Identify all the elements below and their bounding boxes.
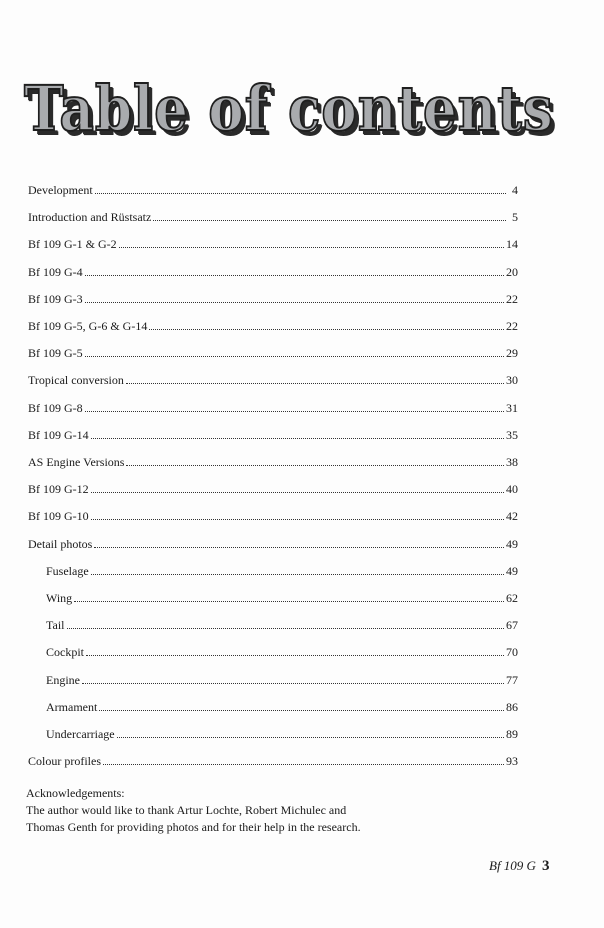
dot-leader [85,410,504,412]
toc-entry-label: Tail [46,618,65,633]
toc-entry [28,205,518,225]
toc-entry-label: Fuselage [46,563,89,578]
dot-leader [94,546,504,548]
toc-entry-label: Bf 109 G-14 [28,427,89,442]
dot-leader [82,682,504,684]
dot-leader [149,328,504,330]
toc-entry-label: Undercarriage [46,727,115,741]
toc-subentry [46,695,518,715]
dot-leader [119,246,504,248]
dot-leader [95,192,506,194]
toc-subentry [46,613,518,633]
toc-entry-label: Bf 109 G-8 [28,400,83,415]
toc-subentry [46,640,518,660]
toc-entry-page: 77 [506,672,518,687]
dot-leader [99,709,504,711]
dot-leader [91,437,504,439]
toc-entry [28,314,518,334]
toc-entry-page: 40 [506,482,518,497]
toc-entry-label: Tropical conversion [28,373,124,388]
footer-page-number: 3 [541,858,550,874]
acknowledgements-line-2: Thomas Genth for providing photos and for their help in the research. [26,820,361,834]
toc-entry-page: 5 [512,210,518,225]
dot-leader [85,274,504,276]
toc-entry-page: 70 [506,645,518,660]
dot-leader [91,491,504,493]
acknowledgements-heading: Acknowledgements: [26,786,125,800]
toc-entry-page: 49 [506,536,518,551]
dot-leader [85,355,504,357]
toc-entry [28,287,518,307]
toc-entry-label: Engine [46,672,80,687]
footer-book-title: Bf 109 G [489,858,536,873]
toc-entry-page: 38 [506,455,518,469]
toc-entry-label: Bf 109 G-10 [28,509,89,524]
toc-entry [28,396,518,416]
dot-leader [74,600,504,602]
toc-entry-page: 62 [506,591,518,605]
toc-entry-page: 4 [512,183,518,197]
toc-entry [28,178,518,198]
toc-entry-label: Cockpit [46,645,84,660]
toc-entry-label: Bf 109 G-3 [28,291,83,306]
toc-entry-label: Development [28,183,93,197]
toc-entry-page: 22 [506,291,518,306]
toc-entry-page: 93 [506,754,518,769]
page-title: Table of contents [24,72,554,145]
toc-entry [28,450,518,470]
toc-entry-label: Detail photos [28,536,93,551]
toc-entry-label: Bf 109 G-12 [28,482,89,497]
toc-entry-label: Bf 109 G-4 [28,264,83,279]
toc-entry [28,504,518,524]
toc-entry [28,749,518,769]
toc-entry [28,341,518,361]
toc-entry-label: Wing [46,591,73,605]
dot-leader [117,736,504,738]
toc-entry-label: Bf 109 G-5 [28,346,83,361]
toc-entry [28,232,518,252]
toc-entry-page: 20 [506,264,518,279]
dot-leader [85,301,504,303]
dot-leader [67,627,505,629]
dot-leader [91,518,504,520]
toc-entry-page: 42 [506,509,518,524]
toc-entry-page: 35 [506,427,518,442]
toc-entry-label: Armament [46,699,98,714]
toc-entry [28,368,518,388]
toc-entry-label: Bf 109 G-5, G-6 & G-14 [28,319,148,333]
dot-leader [91,573,504,575]
dot-leader [86,654,504,656]
toc-entry-page: 30 [506,373,518,388]
toc-entry-page: 31 [506,400,518,415]
toc-subentry [46,586,518,606]
acknowledgements-line-1: The author would like to thank Artur Lochte, Robert Michulec and [26,803,347,817]
acknowledgements-text [26,802,446,836]
toc-entry-page: 89 [506,727,518,741]
toc-subentry [46,722,518,742]
page-footer [489,858,549,875]
toc-entry-page: 49 [506,563,518,578]
toc-entry-label: Colour profiles [28,754,101,769]
toc-entry [28,423,518,443]
toc-entry [28,260,518,280]
dot-leader [103,763,504,765]
toc-entry-page: 14 [506,237,518,252]
toc-subentry [46,559,518,579]
dot-leader [153,219,506,221]
toc-entry-page: 67 [506,618,518,633]
dot-leader [126,464,504,466]
toc-entry-label: AS Engine Versions [28,455,125,469]
toc-subentry [46,668,518,688]
toc-entry-label: Bf 109 G-1 & G-2 [28,237,117,252]
toc-entry [28,477,518,497]
toc-entry-page: 86 [506,699,518,714]
toc-entry-page: 22 [506,319,518,333]
toc-entry [28,532,518,552]
dot-leader [126,382,504,384]
toc-entry-label: Introduction and Rüstsatz [28,210,152,225]
toc-entry-page: 29 [506,346,518,361]
